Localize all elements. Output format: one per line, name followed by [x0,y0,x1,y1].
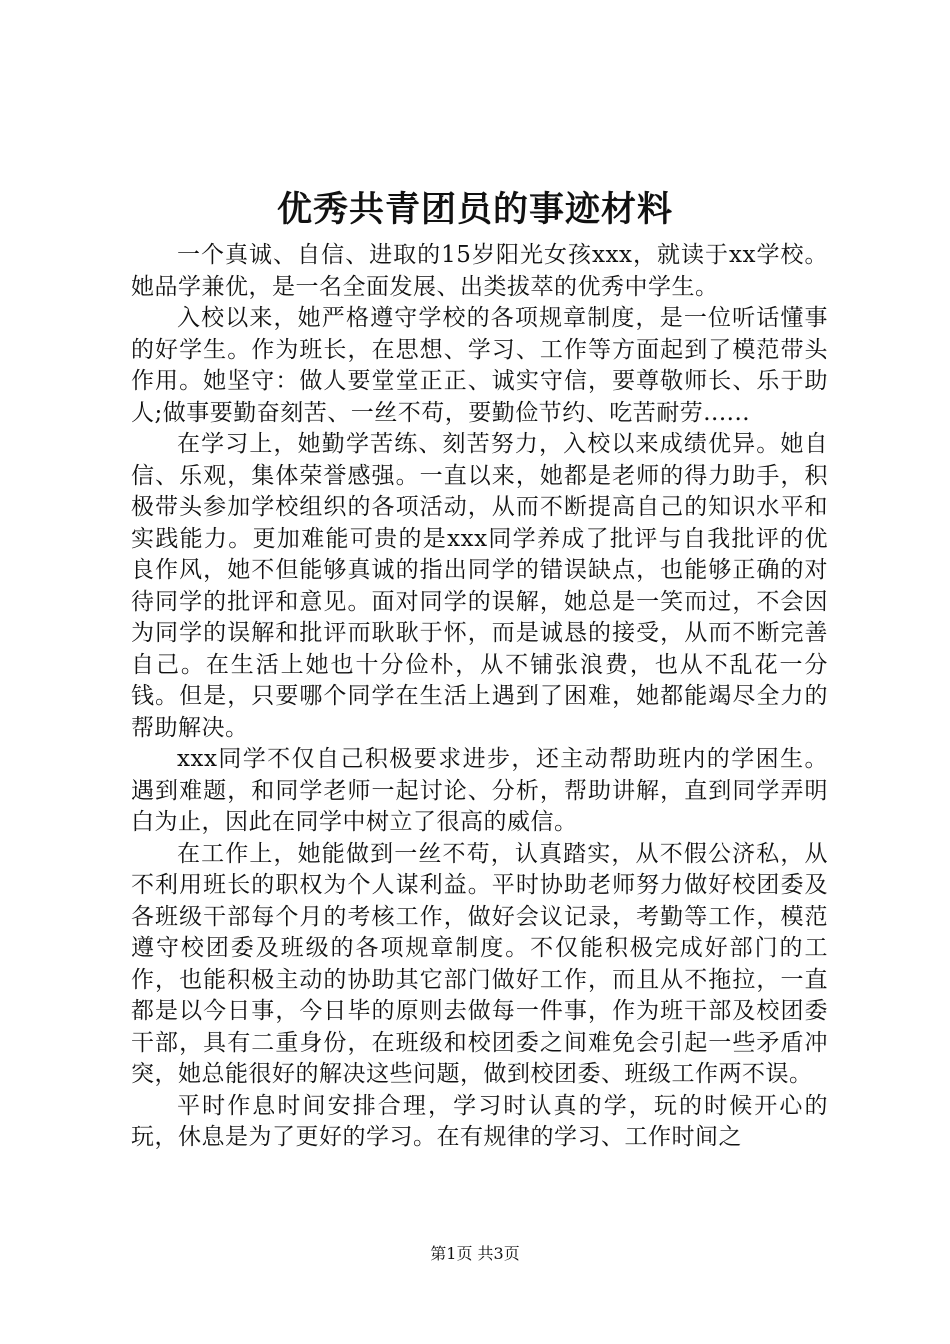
paragraph: 平时作息时间安排合理，学习时认真的学，玩的时候开心的玩，休息是为了更好的学习。在有规律的学习、工作时间之 [131,1092,828,1150]
paragraph: xxx同学不仅自己积极要求进步，还主动帮助班内的学困生。遇到难题，和同学老师一起讨论、分析，帮助讲解，直到同学弄明白为止，因此在同学中树立了很高的威信。 [131,746,828,835]
document-body [131,240,828,1154]
paragraph: 在学习上，她勤学苦练、刻苦努力，入校以来成绩优异。她自信、乐观，集体荣誉感强。一直以来，她都是老师的得力助手，积极带头参加学校组织的各项活动，从而不断提高自己的知识水平和实践能力。更加难能可贵的是xxx同学养成了批评与自我批评的优良作风，她不但能够真诚的指出同学的错误缺点，也能够正确的对待同学的批评和意见。面对同学的误解，她总是一笑而过，不会因为同学的误解和批评而耿耿于怀，而是诚恳的接受，从而不断完善自己。在生活上她也十分俭朴，从不铺张浪费，也从不乱花一分钱。但是，只要哪个同学在生活上遇到了困难，她都能竭尽全力的帮助解决。 [131,431,828,741]
paragraph: 一个真诚、自信、进取的15岁阳光女孩xxx，就读于xx学校。她品学兼优，是一名全面发展、出类拔萃的优秀中学生。 [131,242,828,300]
document-title: 优秀共青团员的事迹材料 [276,189,673,230]
page-number-footer: 第1页 共3页 [430,1244,520,1263]
paragraph: 在工作上，她能做到一丝不苟，认真踏实，从不假公济私，从不利用班长的职权为个人谋利益。平时协助老师努力做好校团委及各班级干部每个月的考核工作，做好会议记录，考勤等工作，模范遵守校团委及班级的各项规章制度。不仅能积极完成好部门的工作，也能积极主动的协助其它部门做好工作，而且从不拖拉，一直都是以今日事，今日毕的原则去做每一件事，作为班干部及校团委干部，具有二重身份，在班级和校团委之间难免会引起一些矛盾冲突，她总能很好的解决这些问题，做到校团委、班级工作两不误。 [131,840,828,1087]
paragraph: 入校以来，她严格遵守学校的各项规章制度，是一位听话懂事的好学生。作为班长，在思想、学习、工作等方面起到了模范带头作用。她坚守：做人要堂堂正正、诚实守信，要尊敬师长、乐于助人;做事要勤奋刻苦、一丝不苟，要勤俭节约、吃苦耐劳...... [131,305,828,426]
